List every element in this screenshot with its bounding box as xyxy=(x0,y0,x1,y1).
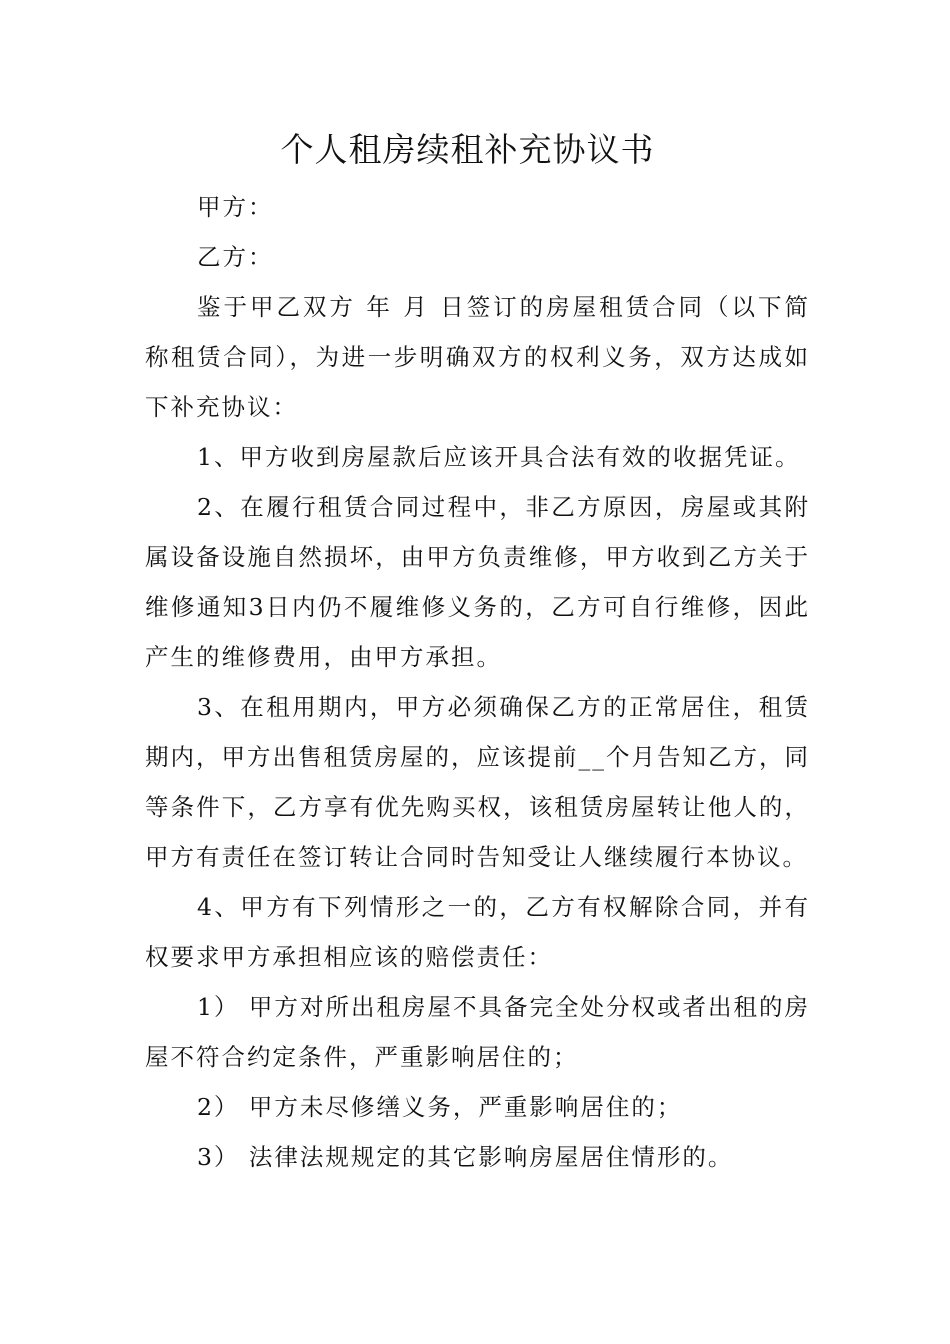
clause-2-paragraph: 2、在履行租赁合同过程中，非乙方原因，房屋或其附属设备设施自然损坏，由甲方负责维修，甲方收到乙方关于维修通知3日内仍不履维修义务的，乙方可自行维修，因此产生的维修费用，由甲方承担。 xyxy=(145,493,810,671)
document-page xyxy=(145,118,810,1182)
clause-1-paragraph: 1、甲方收到房屋款后应该开具合法有效的收据凭证。 xyxy=(197,443,801,471)
preamble-paragraph: 鉴于甲乙双方 年 月 日签订的房屋租赁合同（以下简称租赁合同），为进一步明确双方的权利义务，双方达成如下补充协议： xyxy=(145,293,810,421)
party-a-line: 甲方： xyxy=(197,193,274,221)
clause-4-item-1: 1） 甲方对所出租房屋不具备完全处分权或者出租的房屋不符合约定条件，严重影响居住的； xyxy=(145,993,810,1071)
clause-4-paragraph: 4、甲方有下列情形之一的，乙方有权解除合同，并有权要求甲方承担相应该的赔偿责任： xyxy=(145,893,810,971)
clause-3-paragraph: 3、在租用期内，甲方必须确保乙方的正常居住，租赁期内，甲方出售租赁房屋的，应该提前__个月告知乙方，同等条件下，乙方享有优先购买权，该租赁房屋转让他人的，甲方有责任在签订转让合同时告知受让人继续履行本协议。 xyxy=(145,693,810,871)
document-title: 个人租房续租补充协议书 xyxy=(280,130,655,169)
party-b-line: 乙方： xyxy=(197,243,274,271)
clause-4-item-2: 2） 甲方未尽修缮义务，严重影响居住的； xyxy=(197,1093,683,1121)
clause-4-item-3: 3） 法律法规规定的其它影响房屋居住情形的。 xyxy=(197,1143,734,1171)
